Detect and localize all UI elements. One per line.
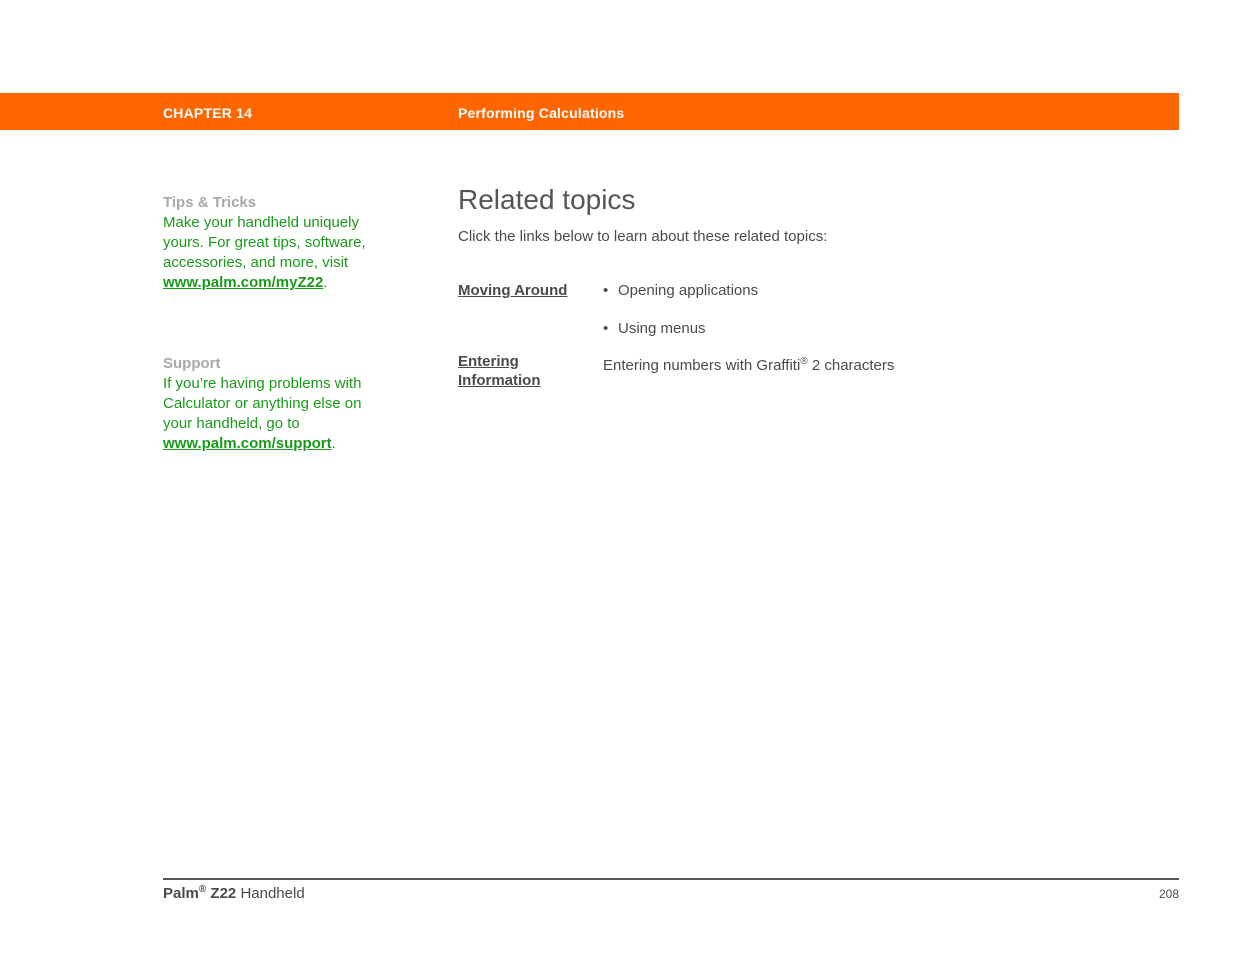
palm-myz22-link[interactable]: www.palm.com/myZ22	[163, 274, 324, 291]
footer-brand: Palm	[163, 885, 199, 902]
support-heading: Support	[163, 355, 221, 372]
registered-mark: ®	[800, 356, 808, 367]
chapter-title: Performing Calculations	[458, 105, 625, 121]
tips-heading: Tips & Tricks	[163, 194, 257, 211]
entering-numbers-text	[603, 352, 894, 375]
support-section	[163, 354, 393, 454]
tips-body: Make your handheld uniquely yours. For great tips, software, accessories, and more, visit	[163, 214, 366, 271]
footer-model: Z22	[210, 885, 237, 902]
footer-divider	[163, 878, 1179, 880]
entry-text-before: Entering numbers with Graffiti	[603, 357, 801, 374]
intro-text: Click the links below to learn about these related topics:	[458, 228, 828, 245]
topic-item-using-menus: Using menus	[618, 320, 706, 337]
tips-suffix: .	[323, 274, 328, 291]
page-number: 208	[1158, 887, 1179, 901]
entering-information-link[interactable]	[458, 352, 588, 390]
support-body: If you’re having problems with Calculator or anything else on your handheld, go to	[163, 375, 362, 432]
tips-and-tricks-section	[163, 193, 393, 293]
list-item	[603, 319, 706, 338]
support-suffix: .	[331, 435, 336, 452]
bullet-icon: •	[603, 320, 609, 337]
bullet-icon: •	[603, 282, 609, 299]
support-text	[163, 374, 393, 454]
entering-information-link-line2: Information	[458, 372, 541, 389]
entry-text-after: 2 characters	[807, 357, 895, 374]
tips-text	[163, 213, 393, 293]
chapter-label: CHAPTER 14	[163, 105, 253, 121]
list-item	[603, 281, 758, 300]
page-title: Related topics	[458, 184, 636, 215]
moving-around-link[interactable]: Moving Around	[458, 282, 568, 299]
palm-support-link[interactable]: www.palm.com/support	[163, 435, 332, 452]
footer-product: Handheld	[240, 885, 305, 902]
topic-item-opening-applications: Opening applications	[618, 282, 759, 299]
footer-registered-mark: ®	[198, 884, 207, 895]
footer-product-name	[163, 884, 305, 902]
entering-information-link-line1: Entering	[458, 353, 519, 370]
